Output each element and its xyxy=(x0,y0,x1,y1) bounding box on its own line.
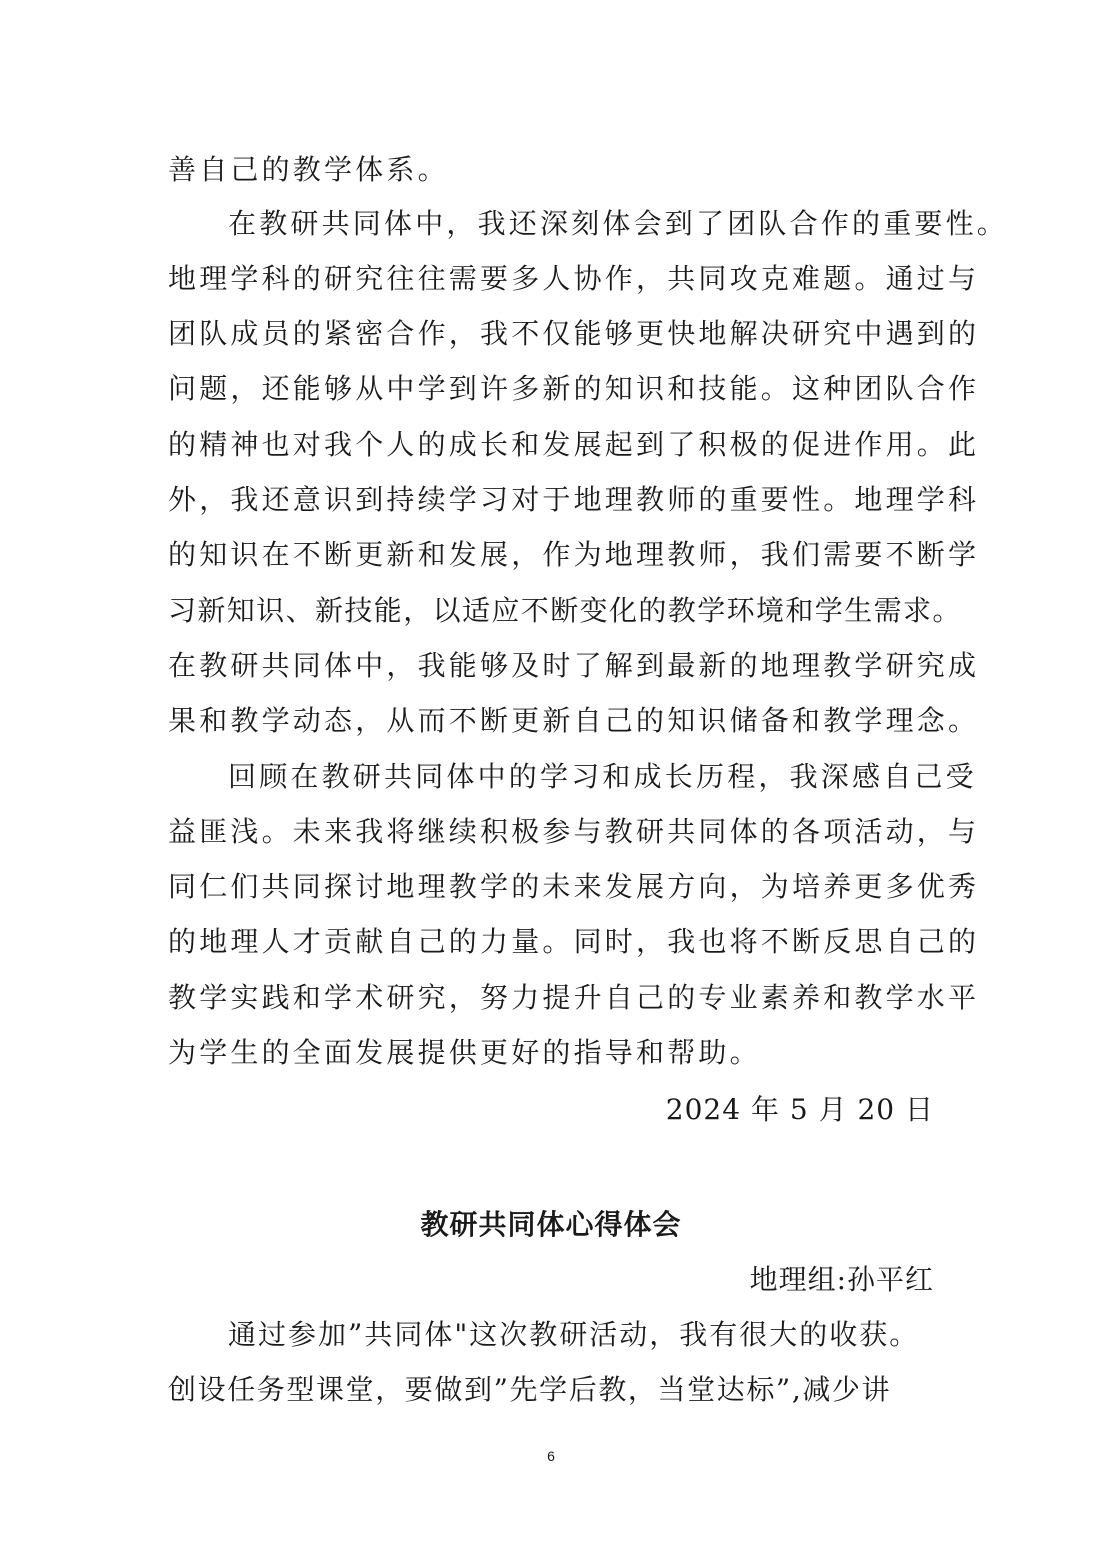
paragraph-line: 地理学科的研究往往需要多人协作，共同攻克难题。通过与 xyxy=(168,262,980,295)
paragraph-line: 教学实践和学术研究，努力提升自己的专业素养和教学水平 xyxy=(168,981,980,1014)
paragraph-line: 益匪浅。未来我将继续积极参与教研共同体的各项活动，与 xyxy=(168,815,980,848)
paragraph-line: 果和教学动态，从而不断更新自己的知识储备和教学理念。 xyxy=(168,704,980,737)
paragraph-line: 的地理人才贡献自己的力量。同时，我也将不断反思自己的 xyxy=(168,925,980,958)
paragraph-line: 善自己的教学体系。 xyxy=(168,153,449,186)
paragraph-line: 问题，还能够从中学到许多新的知识和技能。这种团队合作 xyxy=(168,372,980,405)
paragraph-line: 外，我还意识到持续学习对于地理教师的重要性。地理学科 xyxy=(168,483,980,516)
paragraph-line: 同仁们共同探讨地理教学的未来发展方向，为培养更多优秀 xyxy=(168,870,980,903)
author-line: 地理组:孙平红 xyxy=(749,1263,934,1296)
paragraph-line: 通过参加”共同体"这次教研活动，我有很大的收获。 xyxy=(228,1318,920,1351)
paragraph-line: 在教研共同体中，我能够及时了解到最新的地理教学研究成 xyxy=(168,649,980,682)
paragraph-line: 回顾在教研共同体中的学习和成长历程，我深感自己受 xyxy=(228,760,977,793)
page-number: 6 xyxy=(547,1448,555,1464)
paragraph-line: 的精神也对我个人的成长和发展起到了积极的促进作用。此 xyxy=(168,428,980,461)
paragraph-line: 习新知识、新技能，以适应不断变化的教学环境和学生需求。 xyxy=(168,594,962,627)
signature-date: 2024 年 5 月 20 日 xyxy=(665,1093,934,1126)
section-title: 教研共同体心得体会 xyxy=(420,1208,682,1241)
paragraph-line: 为学生的全面发展提供更好的指导和帮助。 xyxy=(168,1036,761,1069)
paragraph-line: 的知识在不断更新和发展，作为地理教师，我们需要不断学 xyxy=(168,538,980,571)
paragraph-line: 在教研共同体中，我还深刻体会到了团队合作的重要性。 xyxy=(228,207,1009,240)
paragraph-line: 创设任务型课堂，要做到”先学后教，当堂达标”,减少讲 xyxy=(168,1373,892,1406)
paragraph-line: 团队成员的紧密合作，我不仅能够更快地解决研究中遇到的 xyxy=(168,317,980,350)
